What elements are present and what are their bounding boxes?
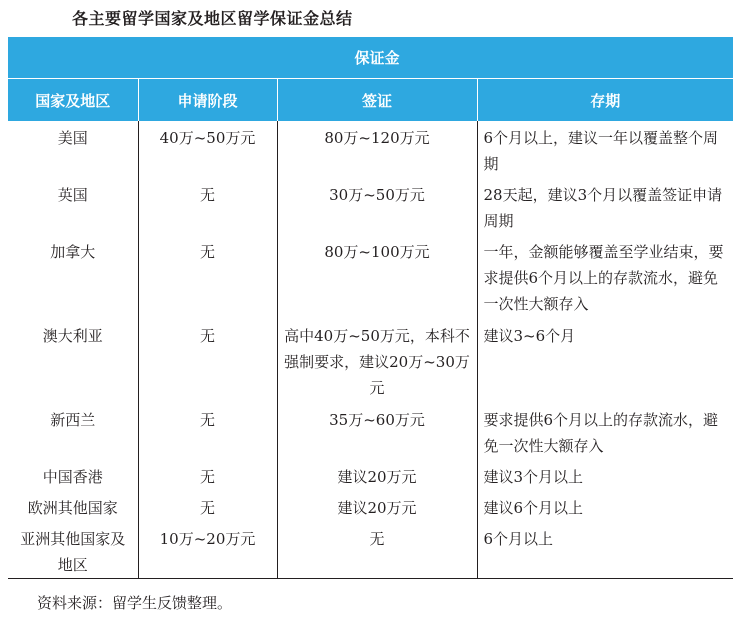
cell-term: 一年，金额能够覆盖至学业结束，要求提供6个月以上的存款流水，避免一次性大额存入 [483,243,724,313]
cell-apply: 无 [138,491,277,522]
cell-region: 美国 [8,121,138,178]
cell-visa: 建议20万元 [277,491,477,522]
column-header-region: 国家及地区 [8,79,138,122]
cell-region: 欧洲其他国家 [8,491,138,522]
cell-region: 英国 [8,178,138,235]
table-row [8,460,733,491]
table-row [8,235,733,319]
cell-apply: 40万~50万元 [138,121,277,178]
cell-visa: 80万~120万元 [277,121,477,178]
cell-region: 新西兰 [8,403,138,460]
cell-visa: 80万~100万元 [277,235,477,319]
table-row [8,522,733,579]
column-header-apply-stage: 申请阶段 [138,79,277,122]
cell-term: 28天起，建议3个月以覆盖签证申请周期 [483,186,723,230]
cell-apply: 无 [138,235,277,319]
table-row [8,319,733,403]
cell-region: 亚洲其他国家及地区 [8,522,138,579]
cell-visa: 高中40万~50万元，本科不强制要求，建议20万~30万元 [277,319,477,403]
cell-visa: 无 [277,522,477,579]
cell-region: 中国香港 [8,460,138,491]
cell-apply: 无 [138,319,277,403]
source-note: 资料来源：留学生反馈整理。 [37,594,233,612]
cell-apply: 10万~20万元 [138,522,277,579]
table-row [8,403,733,460]
cell-term: 6个月以上，建议一年以覆盖整个周期 [483,129,719,173]
cell-visa: 35万~60万元 [277,403,477,460]
column-header-visa: 签证 [277,79,477,122]
table-title: 各主要留学国家及地区留学保证金总结 [72,9,353,28]
deposit-table [8,37,733,579]
group-header-row [8,37,733,79]
group-header-deposit: 保证金 [277,37,477,79]
cell-apply: 无 [138,403,277,460]
cell-term: 6个月以上 [477,522,733,579]
cell-term: 要求提供6个月以上的存款流水，避免一次性大额存入 [483,411,719,455]
cell-term: 建议3~6个月 [483,327,576,345]
cell-region: 加拿大 [8,235,138,319]
cell-visa: 建议20万元 [277,460,477,491]
cell-apply: 无 [138,460,277,491]
table-row [8,491,733,522]
cell-visa: 30万~50万元 [277,178,477,235]
table-row [8,121,733,178]
column-header-term: 存期 [477,79,733,122]
column-header-row [8,79,733,122]
cell-region: 澳大利亚 [8,319,138,403]
table-row [8,178,733,235]
cell-term: 建议3个月以上 [483,468,584,486]
cell-apply: 无 [138,178,277,235]
cell-term: 建议6个月以上 [483,499,584,517]
